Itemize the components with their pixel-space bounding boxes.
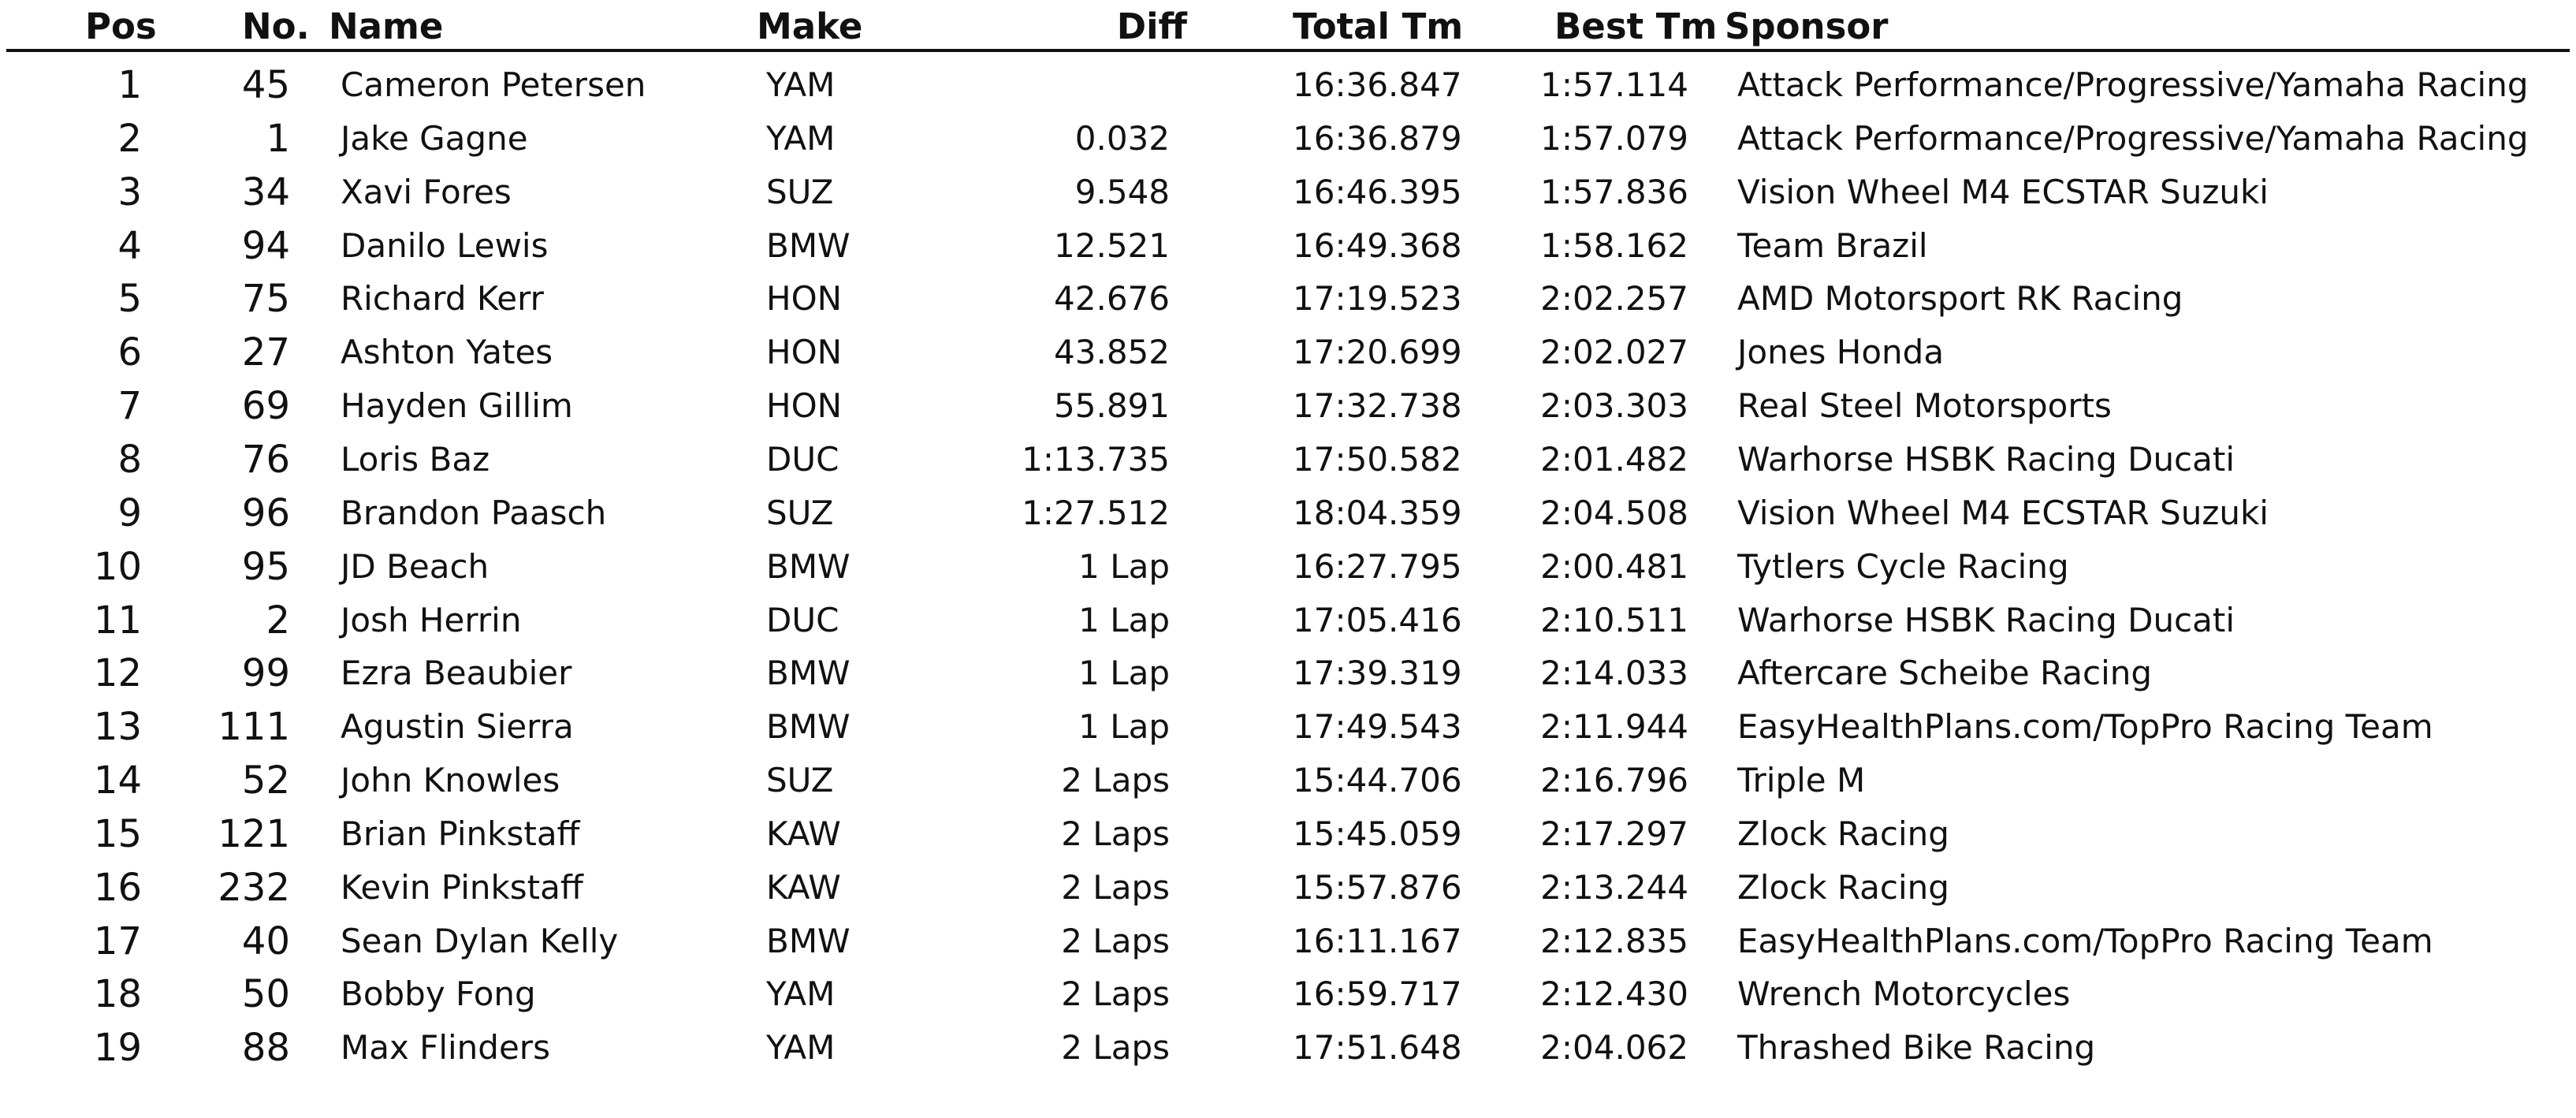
cell-name: Danilo Lewis [341,225,549,265]
cell-make: HON [766,333,843,372]
table-row [0,379,2576,433]
cell-sponsor: Wrench Motorcycles [1737,975,2071,1014]
cell-no: 69 [241,384,290,429]
table-row [0,754,2576,807]
cell-no: 2 [266,598,290,643]
cell-name: Josh Herrin [341,600,522,639]
cell-total-time: 16:27.795 [1293,546,1462,586]
cell-make: KAW [766,867,841,907]
cell-sponsor: Vision Wheel M4 ECSTAR Suzuki [1737,172,2269,211]
cell-sponsor: EasyHealthPlans.com/TopPro Racing Team [1737,921,2433,960]
cell-best-time: 2:17.297 [1540,814,1688,853]
cell-diff: 1 Lap [1078,654,1170,693]
cell-name: Loris Baz [341,439,490,479]
cell-name: Hayden Gillim [341,386,573,426]
cell-best-time: 1:57.079 [1540,118,1688,158]
cell-make: YAM [766,1028,836,1068]
cell-name: Agustin Sierra [341,707,574,747]
cell-total-time: 17:39.319 [1293,654,1462,693]
cell-name: JD Beach [341,546,490,586]
cell-best-time: 2:04.508 [1540,493,1688,532]
cell-make: KAW [766,814,841,853]
cell-name: Xavi Fores [341,172,512,211]
cell-sponsor: Vision Wheel M4 ECSTAR Suzuki [1737,493,2269,532]
cell-best-time: 2:02.027 [1540,333,1688,372]
cell-make: SUZ [766,172,834,211]
cell-diff: 43.852 [1054,333,1170,372]
cell-sponsor: Real Steel Motorsports [1737,386,2112,426]
cell-make: BMW [766,707,851,747]
cell-sponsor: AMD Motorsport RK Racing [1737,279,2183,319]
cell-pos: 9 [117,490,142,535]
cell-best-time: 2:12.835 [1540,921,1688,960]
cell-pos: 19 [93,1026,142,1071]
table-row [0,326,2576,379]
cell-no: 27 [241,330,290,375]
cell-total-time: 15:44.706 [1293,761,1462,800]
cell-diff: 1 Lap [1078,707,1170,747]
cell-diff: 55.891 [1054,386,1170,426]
cell-pos: 14 [93,758,142,803]
cell-make: YAM [766,65,836,104]
cell-total-time: 15:57.876 [1293,867,1462,907]
cell-make: HON [766,279,843,319]
table-row [0,915,2576,968]
cell-total-time: 18:04.359 [1293,493,1462,532]
cell-pos: 10 [93,544,142,589]
cell-best-time: 2:10.511 [1540,600,1688,639]
cell-sponsor: Thrashed Bike Racing [1737,1028,2096,1068]
cell-sponsor: EasyHealthPlans.com/TopPro Racing Team [1737,707,2433,747]
table-row [0,700,2576,754]
cell-best-time: 2:03.303 [1540,386,1688,426]
cell-diff: 9.548 [1074,172,1170,211]
cell-sponsor: Jones Honda [1737,333,1945,372]
header-diff: Diff [1116,6,1187,47]
table-row [0,58,2576,112]
table-row [0,272,2576,326]
cell-sponsor: Aftercare Scheibe Racing [1737,654,2153,693]
table-row [0,166,2576,219]
cell-diff: 2 Laps [1061,814,1170,853]
header-name: Name [329,6,444,47]
cell-no: 99 [241,651,290,696]
cell-name: Jake Gagne [341,118,528,158]
cell-name: Cameron Petersen [341,65,646,104]
header-divider [6,49,2570,52]
cell-sponsor: Attack Performance/Progressive/Yamaha Racing [1737,65,2529,104]
cell-total-time: 17:51.648 [1293,1028,1462,1068]
cell-name: John Knowles [341,761,560,800]
cell-total-time: 15:45.059 [1293,814,1462,853]
cell-no: 95 [241,544,290,589]
cell-no: 121 [218,811,290,856]
cell-pos: 12 [93,651,142,696]
cell-no: 34 [241,170,290,214]
cell-total-time: 16:59.717 [1293,975,1462,1014]
cell-total-time: 16:36.847 [1293,65,1462,104]
cell-diff: 1 Lap [1078,600,1170,639]
cell-pos: 7 [117,384,142,429]
cell-pos: 17 [93,919,142,963]
cell-total-time: 16:46.395 [1293,172,1462,211]
cell-best-time: 2:16.796 [1540,761,1688,800]
table-row [0,967,2576,1021]
cell-name: Bobby Fong [341,975,536,1014]
table-row [0,647,2576,700]
cell-make: BMW [766,546,851,586]
table-row [0,807,2576,861]
cell-sponsor: Zlock Racing [1737,814,1949,853]
cell-name: Kevin Pinkstaff [341,867,583,907]
cell-no: 88 [241,1026,290,1071]
cell-make: HON [766,386,843,426]
cell-make: BMW [766,921,851,960]
table-header [0,0,2576,49]
cell-no: 96 [241,490,290,535]
table-row [0,112,2576,166]
cell-pos: 5 [117,277,142,322]
cell-total-time: 17:19.523 [1293,279,1462,319]
cell-best-time: 1:58.162 [1540,225,1688,265]
cell-sponsor: Warhorse HSBK Racing Ducati [1737,600,2235,639]
cell-best-time: 1:57.114 [1540,65,1688,104]
cell-best-time: 2:04.062 [1540,1028,1688,1068]
cell-no: 40 [241,919,290,963]
cell-no: 52 [241,758,290,803]
cell-pos: 15 [93,811,142,856]
cell-best-time: 2:01.482 [1540,439,1688,479]
cell-pos: 13 [93,705,142,750]
cell-diff: 1:13.735 [1022,439,1170,479]
cell-sponsor: Attack Performance/Progressive/Yamaha Racing [1737,118,2529,158]
header-no: No. [242,6,310,47]
cell-sponsor: Triple M [1737,761,1866,800]
cell-diff: 2 Laps [1061,867,1170,907]
cell-no: 1 [266,116,290,161]
cell-best-time: 2:13.244 [1540,867,1688,907]
cell-diff: 2 Laps [1061,975,1170,1014]
cell-pos: 11 [93,598,142,643]
cell-total-time: 17:49.543 [1293,707,1462,747]
cell-total-time: 17:32.738 [1293,386,1462,426]
cell-total-time: 17:05.416 [1293,600,1462,639]
cell-sponsor: Tytlers Cycle Racing [1737,546,2069,586]
cell-make: YAM [766,118,836,158]
cell-make: SUZ [766,761,834,800]
cell-total-time: 17:20.699 [1293,333,1462,372]
header-total-time: Total Tm [1293,6,1464,47]
cell-no: 111 [218,705,290,750]
cell-name: Richard Kerr [341,279,544,319]
header-best-time: Best Tm [1554,6,1718,47]
cell-diff: 2 Laps [1061,921,1170,960]
cell-pos: 2 [117,116,142,161]
cell-best-time: 2:02.257 [1540,279,1688,319]
cell-no: 76 [241,437,290,482]
cell-no: 94 [241,223,290,268]
header-pos: Pos [85,6,157,47]
table-row [0,1021,2576,1075]
cell-make: YAM [766,975,836,1014]
cell-make: DUC [766,439,839,479]
cell-name: Brandon Paasch [341,493,607,532]
cell-best-time: 2:00.481 [1540,546,1688,586]
cell-pos: 16 [93,865,142,910]
cell-diff: 42.676 [1054,279,1170,319]
cell-no: 232 [218,865,290,910]
cell-name: Brian Pinkstaff [341,814,580,853]
cell-best-time: 2:12.430 [1540,975,1688,1014]
cell-diff: 1 Lap [1078,546,1170,586]
cell-make: SUZ [766,493,834,532]
cell-total-time: 16:36.879 [1293,118,1462,158]
cell-total-time: 17:50.582 [1293,439,1462,479]
cell-best-time: 1:57.836 [1540,172,1688,211]
table-row [0,433,2576,486]
cell-no: 50 [241,972,290,1017]
cell-no: 45 [241,63,290,107]
cell-pos: 3 [117,170,142,214]
table-row [0,861,2576,915]
cell-sponsor: Team Brazil [1737,225,1928,265]
table-row [0,219,2576,273]
cell-name: Max Flinders [341,1028,550,1068]
cell-sponsor: Zlock Racing [1737,867,1949,907]
cell-best-time: 2:14.033 [1540,654,1688,693]
table-row [0,594,2576,647]
cell-total-time: 16:11.167 [1293,921,1462,960]
header-sponsor: Sponsor [1725,6,1889,47]
cell-diff: 2 Laps [1061,761,1170,800]
cell-diff: 1:27.512 [1022,493,1170,532]
table-row [0,486,2576,540]
cell-sponsor: Warhorse HSBK Racing Ducati [1737,439,2235,479]
cell-diff: 0.032 [1074,118,1170,158]
cell-diff: 2 Laps [1061,1028,1170,1068]
cell-pos: 18 [93,972,142,1017]
cell-no: 75 [241,277,290,322]
cell-pos: 8 [117,437,142,482]
cell-name: Ezra Beaubier [341,654,572,693]
cell-make: BMW [766,654,851,693]
cell-pos: 1 [117,63,142,107]
table-row [0,540,2576,594]
cell-pos: 4 [117,223,142,268]
cell-diff: 12.521 [1054,225,1170,265]
cell-total-time: 16:49.368 [1293,225,1462,265]
cell-make: DUC [766,600,839,639]
cell-best-time: 2:11.944 [1540,707,1688,747]
cell-make: BMW [766,225,851,265]
cell-pos: 6 [117,330,142,375]
header-make: Make [757,6,863,47]
cell-name: Sean Dylan Kelly [341,921,619,960]
cell-name: Ashton Yates [341,333,553,372]
